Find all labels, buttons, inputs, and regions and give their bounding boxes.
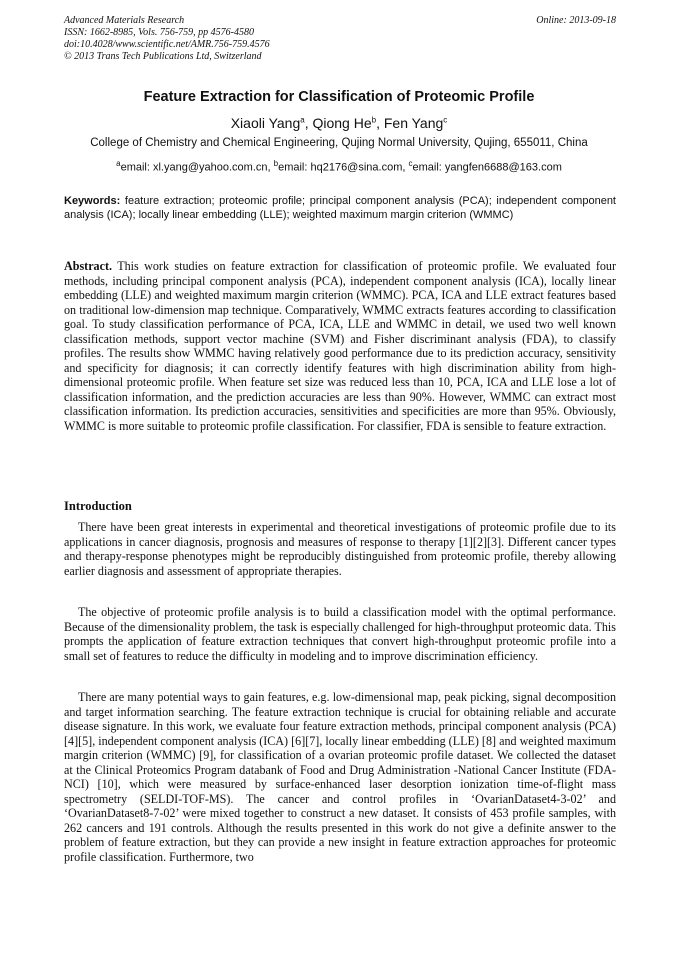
author-name: Fen Yang	[383, 115, 444, 131]
email-list	[0, 159, 678, 174]
author-list: Xiaoli Yang$^a$, Qiong He$^b$, Fen Yang$^c$	[230, 115, 448, 131]
email-link[interactable]: email: hq2176@sina.com,	[278, 161, 406, 174]
copyright-line: © 2013 Trans Tech Publications Ltd, Switzerland	[64, 51, 262, 62]
author-name: Xiaoli Yang	[230, 115, 301, 131]
author-superscript: b	[371, 115, 377, 125]
journal-header	[64, 15, 616, 63]
paper-title: Feature Extraction for Classification of Proteomic Profile	[143, 89, 535, 105]
issn-line: ISSN: 1662-8985, Vols. 756-759, pp 4576-4580	[64, 27, 254, 38]
keywords-label: Keywords:	[64, 195, 121, 207]
journal-name: Advanced Materials Research	[64, 15, 185, 26]
email-superscript: a	[116, 159, 121, 168]
email-superscript: c	[408, 159, 413, 168]
author-name: Qiong He	[312, 115, 372, 131]
email-superscript: b	[273, 159, 279, 168]
author-superscript: c	[443, 115, 448, 125]
email-link[interactable]: email: xl.yang@yahoo.com.cn,	[120, 161, 271, 174]
affiliation: College of Chemistry and Chemical Engineering, Qujing Normal University, Qujing, 655011, China	[90, 137, 588, 149]
abstract-text: This work studies on feature extraction for classification of proteomic profile. We evaluated four methods, including principal component analysis (PCA), independent component analysis (ICA), locally linear embedding (LLE) and weighted maximum margin criterion (WMMC). PCA, ICA and LLE extract features based on traditional low-dimension map technique. Comparatively, WMMC extracts features according to classification goal. To study classification performance of PCA, ICA, LLE and WMMC in detail, we used two well known classification methods, support vector machine (SVM) and Fisher discriminant analysis (FDA), to classify profiles. The results show WMMC having relatively good performance due to its prediction accuracy, sensitivity and specificity for diagnosis; it can correctly identify features with high discrimination ability from high-dimensional proteomic profile. When feature set size was reduced less than 10, PCA, ICA and LLE lose a lot of classification information, and the prediction accuracies are less than 90%. However, WMMC can extract most classification information. Its prediction accuracies, sensitivities and specificities are more than 95%. Obviously, WMMC is more suitable to proteomic profile classification. For classifier, FDA is sensible to feature extraction.	[64, 259, 616, 434]
abstract-block	[64, 259, 616, 434]
intro-paragraph: There are many potential ways to gain features, e.g. low-dimensional map, peak picking, signal decomposition and target information searching. The feature extraction technique is crucial for obtaining reliable and accurate disease signature. In this work, we evaluate four feature extraction methods, principal component analysis (PCA) [4][5], independent component analysis (ICA) [6][7], locally linear embedding (LLE) [8] and weighted maximum margin criterion (WMMC) [9], for classification of a ovarian proteomic profile dataset. We collected the dataset at the Clinical Proteomics Program databank of Food and Drug Administration -National Cancer Institute (FDA-NCI) [10], which were measured by surface-enhanced laser desorption ionization time-of-flight mass spectrometry (SELDI-TOF-MS). The cancer and control profiles in ‘OvarianDataset4-3-02’ and ‘OvarianDataset8-7-02’ were mixed together to construct a new dataset. It consists of 453 profile samples, with 262 cancers and 191 controls. Although the results presented in this work do not give a definite answer to the problem of feature extraction, but they can provide a new insight in feature extraction approaches for proteomic profile classification. Furthermore, two	[64, 690, 616, 865]
intro-paragraph: The objective of proteomic profile analysis is to build a classification model with the optimal performance. Because of the dimensionality problem, the task is especially challenged for high-throughput proteomic data. This prompts the application of feature extraction techniques that convert high-throughput proteomic profile into a small set of features to reduce the difficulty in modeling and to improve discrimination efficiency.	[64, 605, 616, 663]
email-link[interactable]: email: yangfen6688@163.com	[412, 161, 562, 174]
author-superscript: a	[300, 115, 305, 125]
keywords-text: feature extraction; proteomic profile; principal component analysis (PCA); independent component analysis (ICA); locally linear embedding (LLE); weighted maximum margin criterion (WMMC)	[64, 195, 616, 221]
intro-paragraph: There have been great interests in experimental and theoretical investigations of proteomic profile due to its applications in cancer diagnosis, prognosis and measures of response to therapy [1][2][3]. Different cancer types and therapy-response phenotypes might be reproducibly distinguished from proteomic profile, thereby allowing earlier diagnosis and assessment of appropriate therapies.	[64, 520, 616, 578]
introduction-heading: Introduction	[64, 499, 132, 513]
abstract-label: Abstract.	[64, 259, 113, 273]
doi-line: doi:10.4028/www.scientific.net/AMR.756-759.4576	[64, 39, 270, 50]
online-date: Online: 2013-09-18	[536, 15, 616, 26]
keywords-block	[64, 194, 616, 222]
